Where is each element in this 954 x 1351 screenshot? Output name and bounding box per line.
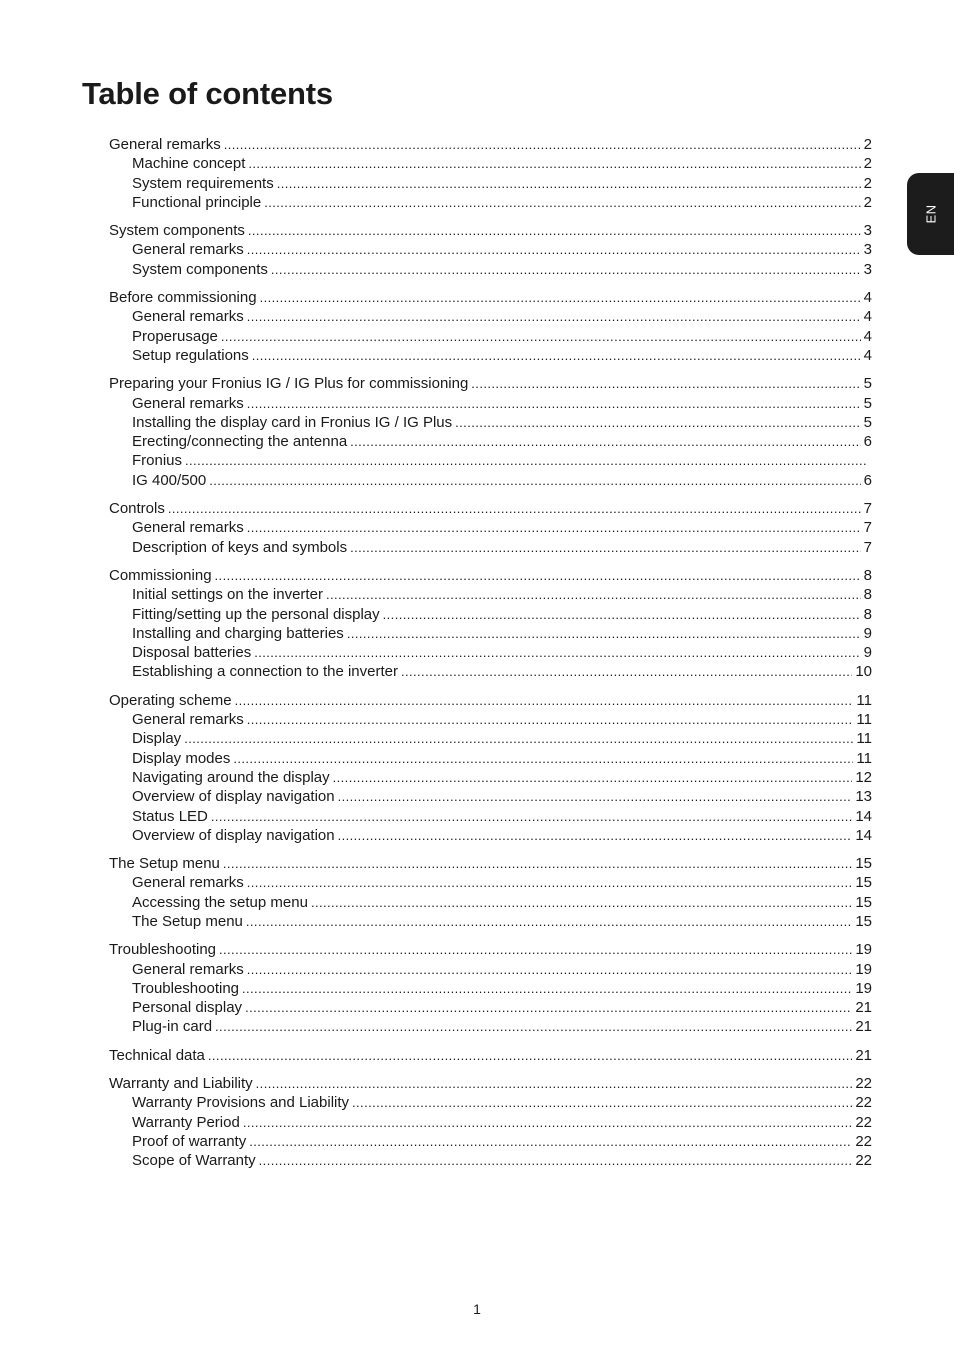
toc-subentry[interactable] [109,413,872,432]
toc-entry[interactable] [109,1074,872,1093]
toc-entry[interactable] [109,854,872,873]
dot-leader [223,854,852,873]
toc-subentry[interactable] [109,538,872,557]
toc-subentry[interactable] [109,710,872,729]
toc-entry-page: 11 [856,711,872,729]
toc-section [109,854,872,931]
toc-entry-label: General remarks [132,960,244,978]
toc-entry-page: 19 [855,941,872,959]
language-tab [907,173,954,255]
toc-entry-page: 15 [855,855,872,873]
toc-entry-label: Disposal batteries [132,644,252,662]
toc-entry-label: IG 400/500 [132,471,207,489]
toc-entry-page: 3 [863,222,872,240]
toc-entry-page: 6 [863,471,872,489]
toc-entry-page: 11 [856,749,872,767]
dot-leader [248,221,861,240]
dot-leader [333,768,853,787]
dot-leader [256,1074,853,1093]
toc-entry-page: 4 [863,289,872,307]
dot-leader [352,1093,852,1112]
dot-leader [247,240,861,259]
toc-entry-page: 10 [855,663,872,681]
dot-leader [338,787,853,806]
toc-entry[interactable] [109,566,872,585]
toc-entry-label: Preparing your Fronius IG / IG Plus for commissioning [109,375,469,393]
toc-subentry[interactable] [109,193,872,212]
toc-entry-label: Display modes [132,749,231,767]
toc-subentry[interactable] [109,893,872,912]
toc-entry-label: General remarks [132,519,244,537]
toc-entry-page: 2 [863,155,872,173]
toc-entry-label: Overview of display navigation [132,788,335,806]
toc-entry-label: Initial settings on the inverter [132,586,323,604]
dot-leader [350,538,861,557]
toc-entry[interactable] [109,691,872,710]
toc-section [109,374,872,490]
dot-leader [242,979,852,998]
toc-entry-page: 15 [855,874,872,892]
dot-leader [383,605,861,624]
toc-entry-label: Scope of Warranty [132,1152,256,1170]
language-tab-label: EN [923,204,938,224]
dot-leader [277,174,861,193]
toc-subentry[interactable] [109,787,872,806]
toc-subentry[interactable] [109,807,872,826]
toc-subentry[interactable] [109,1093,872,1112]
toc-entry-label: Warranty Period [132,1113,240,1131]
toc-entry-label: General remarks [132,241,244,259]
dot-leader [224,135,861,154]
toc-entry-label: General remarks [132,394,244,412]
toc-entry-label: The Setup menu [132,912,243,930]
dot-leader [347,624,861,643]
toc-entry-page: 15 [855,893,872,911]
toc-entry-page: 3 [863,260,872,278]
dot-leader [209,471,860,490]
toc-section [109,499,872,557]
toc-subentry[interactable] [109,394,872,413]
toc-entry[interactable] [109,288,872,307]
toc-subentry[interactable] [109,327,872,346]
toc-subentry[interactable] [109,662,872,681]
dot-leader [245,998,852,1017]
toc-section [109,288,872,365]
toc-entry-page: 9 [863,644,872,662]
dot-leader [246,912,852,931]
toc-subentry[interactable] [109,471,872,490]
toc-entry-label: Properusage [132,327,218,345]
toc-entry-label: Setup regulations [132,346,249,364]
toc-entry[interactable] [109,221,872,240]
toc-entry-page: 5 [863,375,872,393]
toc-entry-page: 21 [855,1046,872,1064]
toc-entry-page: 13 [855,788,872,806]
dot-leader [259,1151,853,1170]
toc-entry-label: Controls [109,500,165,518]
toc-section [109,135,872,212]
dot-leader [208,1046,852,1065]
toc-entry-label: Technical data [109,1046,205,1064]
table-of-contents [109,135,872,1180]
toc-section [109,940,872,1036]
dot-leader [455,413,861,432]
toc-entry-label: Fronius [132,452,183,470]
toc-entry-label: Installing the display card in Fronius IG / IG Plus [132,413,453,431]
toc-entry-label: Status LED [132,807,208,825]
toc-entry-label: Troubleshooting [109,941,217,959]
toc-subentry[interactable] [109,451,872,470]
toc-subentry[interactable] [109,912,872,931]
toc-entry-page: 7 [863,519,872,537]
toc-entry-label: Installing and charging batteries [132,624,344,642]
toc-entry-label: The Setup menu [109,855,220,873]
toc-entry-label: Commissioning [109,566,212,584]
toc-entry-page: 7 [863,538,872,556]
toc-subentry[interactable] [109,873,872,892]
toc-entry-page: 14 [855,807,872,825]
toc-subentry[interactable] [109,346,872,365]
toc-subentry[interactable] [109,998,872,1017]
toc-entry-page: 4 [863,308,872,326]
dot-leader [247,307,861,326]
toc-entry-page: 2 [863,174,872,192]
toc-entry-label: Operating scheme [109,691,232,709]
dot-leader [215,566,861,585]
toc-entry-page: 3 [863,241,872,259]
toc-entry-label: Functional principle [132,193,262,211]
dot-leader [247,873,853,892]
toc-entry-label: General remarks [132,308,244,326]
toc-entry[interactable] [109,135,872,154]
dot-leader [247,518,861,537]
toc-entry-label: Personal display [132,999,243,1017]
toc-entry-page: 21 [855,1018,872,1036]
toc-subentry[interactable] [109,605,872,624]
toc-entry-page: 19 [855,960,872,978]
toc-entry-label: Display [132,730,182,748]
dot-leader [311,893,852,912]
dot-leader [215,1017,852,1036]
toc-entry-label: Description of keys and symbols [132,538,348,556]
toc-entry-page: 19 [855,979,872,997]
toc-section [109,221,872,279]
dot-leader [211,807,852,826]
toc-entry-label: Erecting/connecting the antenna [132,433,348,451]
toc-entry-page: 5 [863,394,872,412]
toc-entry-page: 9 [863,624,872,642]
toc-entry-page: 7 [863,500,872,518]
dot-leader [185,451,868,470]
dot-leader [401,662,852,681]
dot-leader [184,729,853,748]
toc-section [109,1046,872,1065]
page-number: 1 [473,1301,481,1317]
toc-entry-page: 5 [863,413,872,431]
toc-section [109,566,872,682]
page-title: Table of contents [82,76,333,111]
toc-entry-page: 22 [855,1113,872,1131]
toc-subentry[interactable] [109,585,872,604]
dot-leader [233,749,853,768]
toc-entry-label: Warranty and Liability [109,1075,253,1093]
toc-entry[interactable] [109,499,872,518]
dot-leader [247,960,853,979]
toc-subentry[interactable] [109,518,872,537]
toc-entry-label: Establishing a connection to the inverter [132,663,398,681]
toc-entry[interactable] [109,374,872,393]
toc-subentry[interactable] [109,240,872,259]
toc-section [109,1074,872,1170]
toc-entry-page: 4 [863,346,872,364]
toc-section [109,691,872,845]
toc-subentry[interactable] [109,624,872,643]
dot-leader [249,1132,852,1151]
toc-subentry[interactable] [109,1113,872,1132]
toc-entry-page: 15 [855,912,872,930]
toc-entry-page: 22 [855,1132,872,1150]
toc-entry-page: 22 [855,1152,872,1170]
toc-subentry[interactable] [109,729,872,748]
dot-leader [235,691,854,710]
toc-entry-label: General remarks [132,874,244,892]
toc-entry-page: 11 [856,730,872,748]
dot-leader [338,826,853,845]
toc-subentry[interactable] [109,432,872,451]
dot-leader [254,643,860,662]
toc-entry-label: System requirements [132,174,274,192]
dot-leader [350,432,861,451]
dot-leader [247,394,861,413]
toc-entry-page: 8 [863,586,872,604]
dot-leader [271,260,861,279]
toc-entry-label: General remarks [109,136,221,153]
toc-entry-label: Accessing the setup menu [132,893,308,911]
toc-subentry[interactable] [109,260,872,279]
toc-entry-label: System components [132,260,268,278]
toc-subentry[interactable] [109,1132,872,1151]
toc-entry[interactable] [109,1046,872,1065]
toc-entry-label: Troubleshooting [132,979,240,997]
toc-entry-page: 12 [855,768,872,786]
toc-entry[interactable] [109,940,872,959]
toc-entry-label: Warranty Provisions and Liability [132,1094,350,1112]
toc-entry-page: 14 [855,826,872,844]
dot-leader [252,346,861,365]
toc-subentry[interactable] [109,768,872,787]
dot-leader [219,940,852,959]
toc-entry-label: Before commissioning [109,289,257,307]
toc-entry-label: General remarks [132,711,244,729]
toc-entry-page: 8 [863,605,872,623]
toc-entry-label: Machine concept [132,155,246,173]
dot-leader [221,327,861,346]
toc-subentry[interactable] [109,307,872,326]
toc-subentry[interactable] [109,154,872,173]
toc-entry-label: Overview of display navigation [132,826,335,844]
toc-subentry[interactable] [109,749,872,768]
toc-entry-page: 8 [863,566,872,584]
toc-entry-page: 11 [856,691,872,709]
toc-entry-label: Navigating around the display [132,768,330,786]
toc-subentry[interactable] [109,1151,872,1170]
toc-entry-page: 4 [863,327,872,345]
toc-subentry[interactable] [109,643,872,662]
toc-entry-label: Plug-in card [132,1018,213,1036]
toc-entry-page: 22 [855,1094,872,1112]
dot-leader [168,499,861,518]
toc-entry-label: System components [109,222,245,240]
toc-entry-page: 22 [855,1075,872,1093]
toc-entry-page: 21 [855,999,872,1017]
toc-entry-label: Proof of warranty [132,1132,247,1150]
toc-subentry[interactable] [109,826,872,845]
toc-entry-page: 6 [863,433,872,451]
toc-subentry[interactable] [109,1017,872,1036]
toc-subentry[interactable] [109,174,872,193]
dot-leader [264,193,860,212]
dot-leader [260,288,861,307]
toc-entry-label: Fitting/setting up the personal display [132,605,380,623]
dot-leader [326,585,861,604]
dot-leader [243,1113,853,1132]
toc-subentry[interactable] [109,960,872,979]
toc-entry-page: 2 [863,136,872,153]
dot-leader [247,710,854,729]
toc-subentry[interactable] [109,979,872,998]
dot-leader [471,374,860,393]
dot-leader [248,154,860,173]
toc-entry-page: 2 [863,193,872,211]
